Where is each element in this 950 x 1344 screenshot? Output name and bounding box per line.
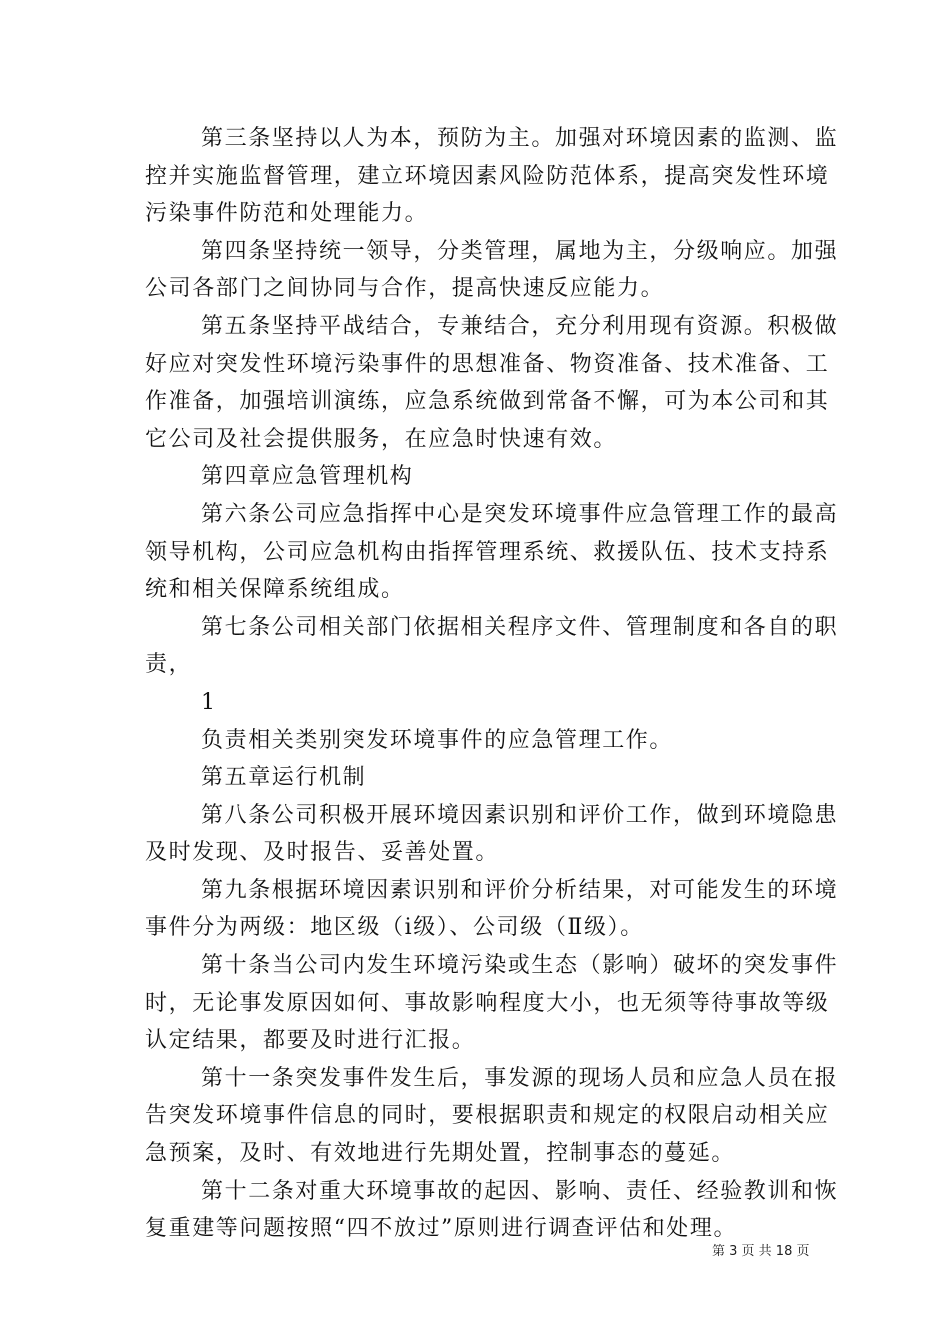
text-line: 好应对突发性环境污染事件的思想准备、物资准备、技术准备、工 [145, 351, 830, 377]
text-line: 它公司及社会提供服务，在应急时快速有效。 [145, 426, 618, 452]
text-line: 公司各部门之间协同与合作，提高快速反应能力。 [145, 276, 665, 302]
document-body [145, 120, 839, 1248]
text-line: 第四章应急管理机构 [201, 464, 414, 490]
text-line: 认定结果，都要及时进行汇报。 [145, 1028, 476, 1054]
text-line: 第三条坚持以人为本，预防为主。加强对环境因素的监测、监 [201, 126, 839, 151]
text-line: 第九条根据环境因素识别和评价分析结果，对可能发生的环境 [201, 877, 839, 903]
text-line: 第八条公司积极开展环境因素识别和评价工作，做到环境隐患 [201, 802, 839, 828]
text-line: 责， [145, 652, 193, 678]
text-line: 告突发环境事件信息的同时，要根据职责和规定的权限启动相关应 [145, 1103, 830, 1129]
text-line: 复重建等问题按照“四不放过”原则进行调查评估和处理。 [145, 1216, 738, 1242]
text-line: 第六条公司应急指挥中心是突发环境事件应急管理工作的最高 [201, 501, 839, 527]
text-line: 第四条坚持统一领导，分类管理，属地为主，分级响应。加强 [201, 238, 839, 264]
text-line: 第五条坚持平战结合，专兼结合，充分利用现有资源。积极做 [201, 313, 839, 339]
text-line: 第五章运行机制 [201, 765, 367, 791]
page-footer: 第 3 页 共 18 页 [712, 1244, 810, 1259]
text-line: 事件分为两级：地区级（ⅰ级）、公司级（Ⅱ级）。 [145, 915, 644, 941]
text-line: 第十条当公司内发生环境污染或生态（影响）破坏的突发事件 [201, 953, 839, 979]
text-line: 时，无论事发原因如何、事故影响程度大小，也无须等待事故等级 [145, 990, 830, 1016]
text-line: 负责相关类别突发环境事件的应急管理工作。 [201, 727, 674, 753]
text-line: 统和相关保障系统组成。 [145, 577, 405, 603]
text-line: 控并实施监督管理，建立环境因素风险防范体系，提高突发性环境 [145, 163, 830, 189]
text-line: 第十一条突发事件发生后，事发源的现场人员和应急人员在报 [201, 1065, 839, 1091]
text-line: 污染事件防范和处理能力。 [145, 201, 429, 227]
text-line: 及时发现、及时报告、妥善处置。 [145, 840, 500, 866]
text-line: 作准备，加强培训演练，应急系统做到常备不懈，可为本公司和其 [145, 389, 830, 415]
text-line: 第十二条对重大环境事故的起因、影响、责任、经验教训和恢 [201, 1178, 839, 1204]
text-line: 第七条公司相关部门依据相关程序文件、管理制度和各自的职 [201, 614, 839, 640]
text-line: 急预案，及时、有效地进行先期处置，控制事态的蔓延。 [145, 1141, 736, 1167]
text-line: 领导机构，公司应急机构由指挥管理系统、救援队伍、技术支持系 [145, 539, 830, 565]
text-line: 1 [201, 689, 217, 715]
